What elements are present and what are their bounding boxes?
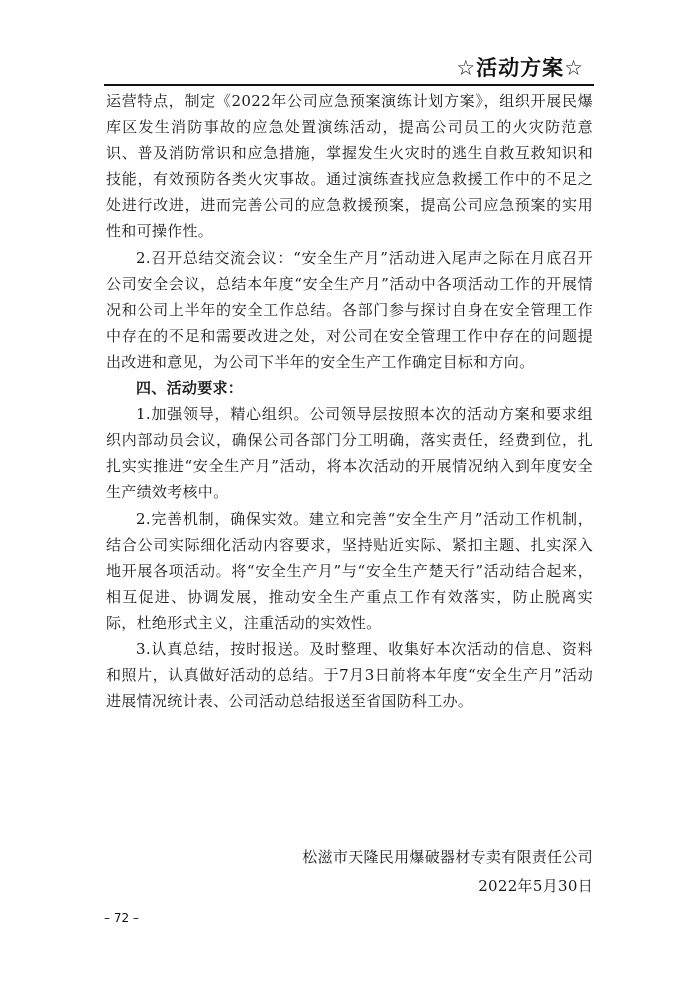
- header-divider: [104, 84, 594, 86]
- document-body: [106, 88, 593, 714]
- signature-organization: 松滋市天隆民用爆破器材专卖有限责任公司: [302, 848, 593, 866]
- section-heading-requirements: 四、活动要求：: [136, 379, 244, 398]
- signature-date: 2022年5月30日: [478, 877, 593, 895]
- paragraph-drill-continuation: 运营特点，制定《2022年公司应急预案演练计划方案》，组织开展民爆库区发生消防事故的应急处置演练活动，提高公司员工的火灾防范意识、普及消防常识和应急措施，掌握发生火灾时的逃生自救互救知识和技能，有效预防各类火灾事故。通过演练查找应急救援工作中的不足之处进行改进，进而完善公司的应急救援预案，提高公司应急预案的实用性和可操作性。: [106, 92, 593, 241]
- header-title: ☆活动方案☆: [456, 56, 584, 80]
- paragraph-reporting: 3.认真总结，按时报送。及时整理、收集好本次活动的信息、资料和照片，认真做好活动的总结。于7月3日前将本年度“安全生产月”活动进展情况统计表、公司活动总结报送至省国防科工办。: [106, 639, 593, 711]
- page-number: – 72 –: [104, 911, 139, 925]
- paragraph-summary-meeting: 2.召开总结交流会议：“安全生产月”活动进入尾声之际在月底召开公司安全会议，总结本年度“安全生产月”活动中各项活动工作的开展情况和公司上半年的安全工作总结。各部门参与探讨自身在安全管理工作中存在的不足和需要改进之处，对公司在安全管理工作中存在的问题提出改进和意见，为公司下半年的安全生产工作确定目标和方向。: [106, 248, 593, 371]
- paragraph-leadership: 1.加强领导，精心组织。公司领导层按照本次的活动方案和要求组织内部动员会议，确保公司各部门分工明确，落实责任，经费到位，扎扎实实推进“安全生产月”活动，将本次活动的开展情况纳入到年度安全生产绩效考核中。: [106, 405, 593, 502]
- paragraph-mechanism: 2.完善机制，确保实效。建立和完善“安全生产月”活动工作机制，结合公司实际细化活动内容要求，坚持贴近实际、紧扣主题、扎实深入地开展各项活动。将“安全生产月”与“安全生产楚天行”活动结合起来，相互促进、协调发展，推动安全生产重点工作有效落实，防止脱离实际，杜绝形式主义，注重活动的实效性。: [106, 509, 593, 632]
